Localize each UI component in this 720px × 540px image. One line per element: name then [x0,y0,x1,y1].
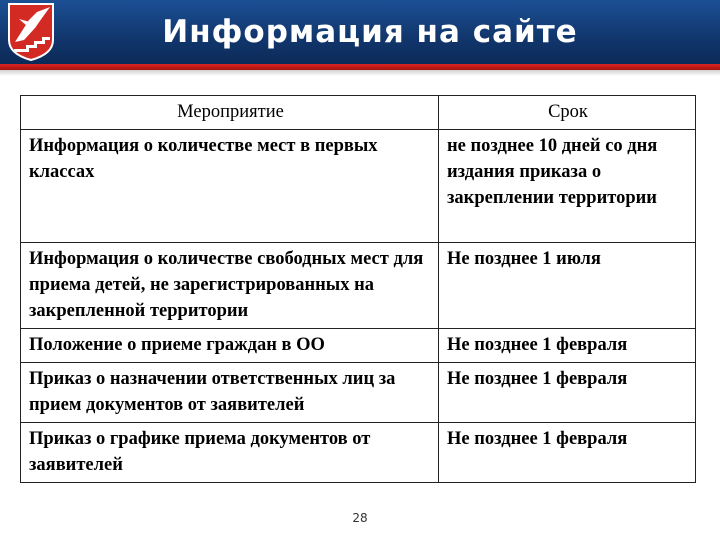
event-cell: Информация о количестве свободных мест для приема детей, не зарегистрированных на закрепленной территории [21,243,439,329]
event-cell: Приказ о назначении ответственных лиц за прием документов от заявителей [21,363,439,423]
table-row [21,130,696,243]
deadline-cell: Не позднее 1 июля [439,243,696,329]
table-row [21,243,696,329]
page-number: 28 [352,511,368,525]
city-emblem-icon [6,2,56,62]
event-cell: Положение о приеме граждан в ОО [21,329,439,363]
deadline-cell: не позднее 10 дней со дня издания приказа о закреплении территории [439,130,696,243]
table-row [21,423,696,483]
deadline-cell: Не позднее 1 февраля [439,329,696,363]
event-cell: Приказ о графике приема документов от заявителей [21,423,439,483]
table-row [21,363,696,423]
event-cell: Информация о количестве мест в первых классах [21,130,439,243]
header-shadow [0,70,720,76]
column-header-event: Мероприятие [21,96,439,130]
deadline-cell: Не позднее 1 февраля [439,363,696,423]
info-table [20,95,696,483]
table-row [21,329,696,363]
deadline-cell: Не позднее 1 февраля [439,423,696,483]
table-header-row [21,96,696,130]
page-title: Информация на сайте [162,14,578,50]
column-header-deadline: Срок [439,96,696,130]
